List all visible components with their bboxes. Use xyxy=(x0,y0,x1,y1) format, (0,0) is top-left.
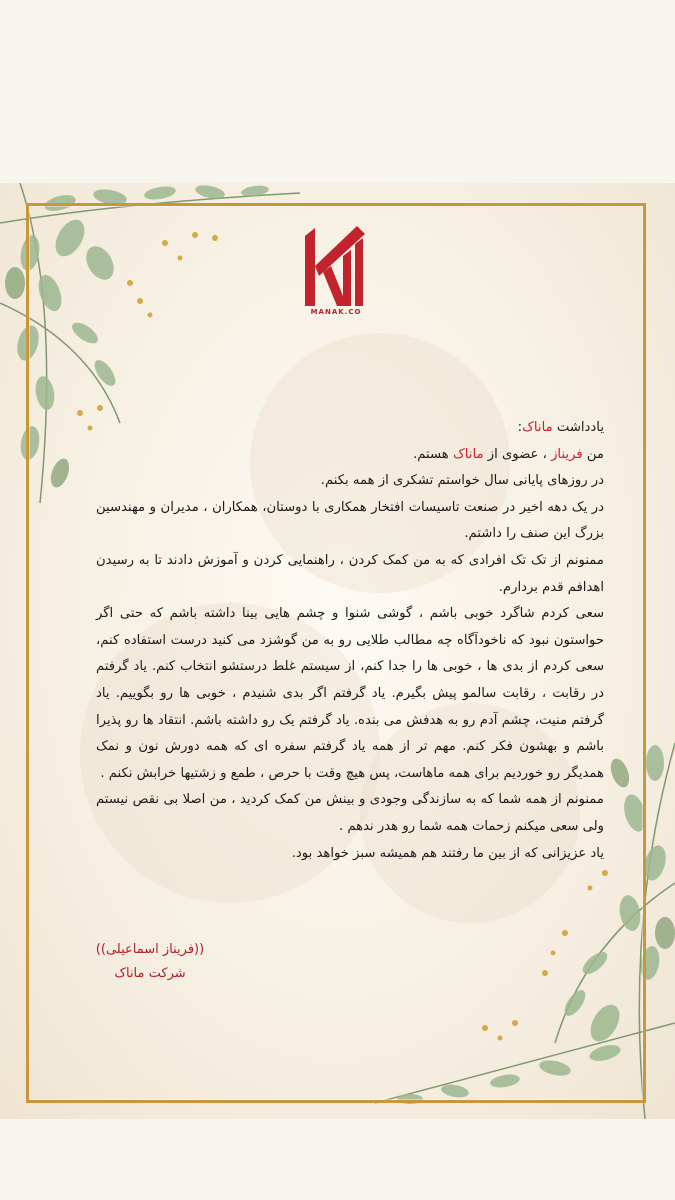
letter-paragraph: ممنونم از همه شما که به سازندگی وجودی و بینش من کمک کردید ، من اصلا بی نقص نیستم ولی سعی میکنم زحمات همه شما رو هدر ندهم . xyxy=(96,792,604,834)
letter-paragraph: یاد عزیزانی که از بین ما رفتند هم همیشه سبز خواهد بود. xyxy=(291,845,604,861)
intro-brand: ماناک xyxy=(452,446,484,462)
signature-block xyxy=(90,938,210,986)
letter-paragraph: در یک دهه اخیر در صنعت تاسیسات افتخار همکاری با دوستان، همکاران ، مدیران و مهندسین بزرگ این صنف را داشتم. xyxy=(96,499,604,542)
letter-paragraph: در روزهای پایانی سال خواستم تشکری از همه بکنم. xyxy=(320,473,604,489)
letter-paragraph: سعی کردم شاگرد خوبی باشم ، گوشی شنوا و چشم هایی بینا داشته باشم که حتی اگر حواستون نبود که ناخودآگاه چه مطالب طلایی رو به من گوشزد می کنید درست استفاده کنم، سعی کردم از بدی ها ، خوبی ها را جدا کنم، از سیستم غلط درستشو انتخاب کنم. یاد گرفتم در رقابت ، رقابت سالمو پیش بگیرم. یاد گرفتم اگر بدی شنیدم ، خوبی ها رو بگوییم. یاد گرفتم منیت، چشم آدم رو به هدفش می بنده. یاد گرفتم یک رو داشته باشم. انتقاد ها رو پذیرا باشم و بهشون فکر کنم. مهم تر از همه یاد گرفتم سفره ای که همه دورش نون و نمک همدیگر رو خوردیم برای همه ماهاست، پس هیچ وقت با حرص ، طمع و زشتیها خرابش نکنم . xyxy=(96,606,604,781)
intro-name: فریناز xyxy=(551,446,583,462)
letter-intro xyxy=(96,442,604,469)
letter-body xyxy=(96,415,604,867)
heading-brand: ماناک xyxy=(522,420,553,435)
letter-card xyxy=(0,183,675,1119)
letter-heading xyxy=(96,415,604,442)
heading-colon: : xyxy=(517,420,523,435)
intro-text: ، عضوی از xyxy=(487,446,547,462)
intro-text: هستم. xyxy=(413,446,449,462)
signature-name: ((فریناز اسماعیلی)) xyxy=(95,942,205,957)
signature-company: شرکت ماناک xyxy=(114,966,186,981)
heading-prefix: یادداشت xyxy=(556,420,604,435)
intro-text: من xyxy=(586,446,604,462)
manak-logo-icon xyxy=(305,226,367,320)
logo-brand-text: MANAK.CO xyxy=(310,308,362,316)
letter-paragraph: ممنونم از تک تک افرادی که به من کمک کردن ، راهنمایی کردن و آموزش دادند تا به رسیدن اهدافم قدم بردارم. xyxy=(96,552,604,595)
